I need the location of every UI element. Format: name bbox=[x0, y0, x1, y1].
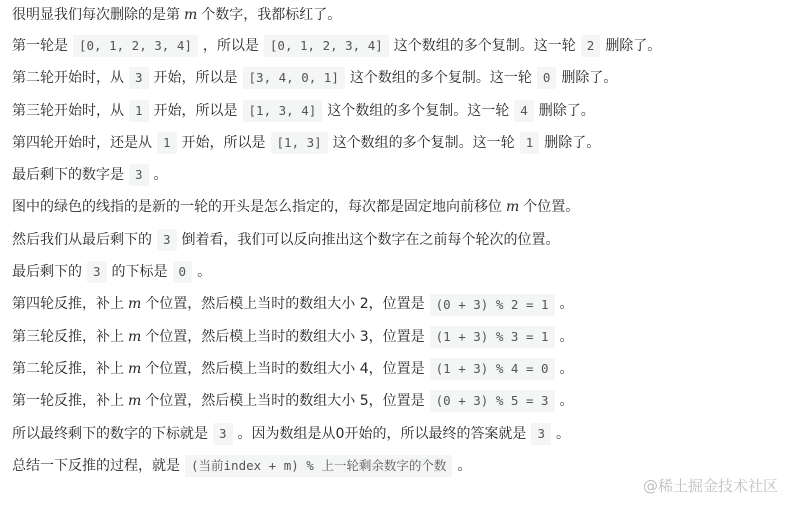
watermark: @稀土掘金技术社区 bbox=[642, 477, 778, 495]
inline-code: 3 bbox=[87, 261, 107, 283]
math-variable: m bbox=[128, 360, 142, 377]
inline-code: 3 bbox=[531, 423, 551, 445]
text-run: 第二轮反推，补上 bbox=[12, 360, 124, 377]
text-run: 。 bbox=[559, 296, 574, 313]
text-run: 第一轮是 bbox=[12, 38, 68, 54]
text-run: 的下标是 bbox=[111, 264, 168, 281]
text-run: 个位置，然后模上当时的数组大小 5，位置是 bbox=[145, 393, 425, 410]
text-run: 第四轮开始时，还是从 bbox=[12, 134, 152, 151]
inline-code: (1 + 3) % 4 = 0 bbox=[430, 358, 555, 380]
text-run: 个位置，然后模上当时的数组大小 3，位置是 bbox=[145, 328, 425, 345]
text-run: 删除了。 bbox=[544, 134, 601, 151]
inline-code: 3 bbox=[213, 423, 233, 445]
text-run: 。 bbox=[457, 457, 472, 474]
inline-code: [1, 3] bbox=[271, 132, 328, 154]
text-run: 删除了。 bbox=[605, 38, 662, 54]
inline-code: 0 bbox=[173, 261, 193, 283]
text-run: 这个数组的多个复制。这一轮 bbox=[327, 102, 510, 119]
text-run: 第三轮开始时，从 bbox=[12, 102, 124, 119]
inline-code: [3, 4, 0, 1] bbox=[243, 67, 345, 89]
text-run: 个位置。 bbox=[523, 199, 580, 216]
paragraph-11 bbox=[12, 321, 784, 353]
text-run: 第一轮反推，补上 bbox=[12, 393, 124, 410]
text-run: 。 bbox=[197, 264, 212, 281]
paragraph-3 bbox=[12, 62, 784, 94]
paragraph-7 bbox=[12, 191, 784, 223]
inline-code: 1 bbox=[157, 132, 177, 154]
inline-code: 1 bbox=[129, 100, 149, 122]
text-run: 个位置，然后模上当时的数组大小 2，位置是 bbox=[145, 296, 425, 313]
text-run: 。 bbox=[559, 393, 574, 410]
text-run: 最后剩下的数字是 bbox=[12, 167, 124, 184]
inline-code: (0 + 3) % 5 = 3 bbox=[430, 390, 555, 412]
text-run: 。因为数组是从0开始的，所以最终的答案就是 bbox=[237, 425, 527, 442]
inline-code: 3 bbox=[129, 164, 149, 186]
paragraph-13 bbox=[12, 385, 784, 417]
paragraph-9 bbox=[12, 256, 784, 288]
text-run: 删除了。 bbox=[538, 102, 595, 119]
text-run: 开始，所以是 bbox=[153, 70, 238, 87]
math-variable: m bbox=[128, 393, 142, 410]
text-run: 。 bbox=[555, 425, 570, 442]
paragraph-2 bbox=[12, 30, 784, 62]
text-run: 这个数组的多个复制。这一轮 bbox=[393, 38, 576, 54]
math-variable: m bbox=[128, 296, 142, 313]
paragraph-6 bbox=[12, 159, 784, 191]
paragraph-1 bbox=[12, 0, 784, 30]
text-run: 这个数组的多个复制。这一轮 bbox=[332, 134, 515, 151]
inline-code: 1 bbox=[520, 132, 540, 154]
text-run: 。 bbox=[559, 360, 574, 377]
text-run: 第三轮反推，补上 bbox=[12, 328, 124, 345]
text-run: 第四轮反推，补上 bbox=[12, 296, 124, 313]
text-run: 开始，所以是 bbox=[153, 102, 238, 119]
text-run: 最后剩下的 bbox=[12, 264, 82, 281]
text-run: 图中的绿色的线指的是新的一轮的开头是怎么指定的，每次都是固定地向前移位 bbox=[12, 199, 502, 216]
paragraph-5 bbox=[12, 127, 784, 159]
text-run: 。 bbox=[559, 328, 574, 345]
text-run: 。 bbox=[153, 167, 168, 184]
text-run: ，所以是 bbox=[202, 38, 259, 54]
inline-code: 2 bbox=[581, 35, 601, 57]
text-run: 所以最终剩下的数字的下标就是 bbox=[12, 425, 208, 442]
paragraph-4 bbox=[12, 95, 784, 127]
math-variable: m bbox=[128, 328, 142, 345]
math-variable: m bbox=[184, 7, 198, 23]
inline-code: [1, 3, 4] bbox=[243, 100, 323, 122]
paragraph-12 bbox=[12, 353, 784, 385]
text-run: 倒着看，我们可以反向推出这个数字在之前每个轮次的位置。 bbox=[181, 231, 560, 248]
text-run: 这个数组的多个复制。这一轮 bbox=[349, 70, 532, 87]
text-run: 很明显我们每次删除的是第 bbox=[12, 7, 180, 23]
paragraph-8 bbox=[12, 224, 784, 256]
inline-code: 0 bbox=[537, 67, 557, 89]
text-run: 个数字，我都标红了。 bbox=[201, 7, 342, 23]
text-run: 开始，所以是 bbox=[181, 134, 266, 151]
inline-code: 3 bbox=[129, 67, 149, 89]
inline-code: [0, 1, 2, 3, 4] bbox=[264, 35, 389, 57]
inline-code: (0 + 3) % 2 = 1 bbox=[430, 294, 555, 316]
article-body bbox=[12, 0, 784, 482]
inline-code: (当前index + m) % 上一轮剩余数字的个数 bbox=[185, 455, 452, 477]
text-run: 第二轮开始时，从 bbox=[12, 70, 124, 87]
text-run: 然后我们从最后剩下的 bbox=[12, 231, 152, 248]
inline-code: (1 + 3) % 3 = 1 bbox=[430, 326, 555, 348]
text-run: 删除了。 bbox=[561, 70, 618, 87]
text-run: 个位置，然后模上当时的数组大小 4，位置是 bbox=[145, 360, 425, 377]
inline-code: 4 bbox=[514, 100, 534, 122]
inline-code: [0, 1, 2, 3, 4] bbox=[73, 35, 198, 57]
math-variable: m bbox=[506, 199, 520, 216]
paragraph-14 bbox=[12, 418, 784, 450]
paragraph-10 bbox=[12, 288, 784, 320]
inline-code: 3 bbox=[157, 229, 177, 251]
text-run: 总结一下反推的过程，就是 bbox=[12, 457, 180, 474]
